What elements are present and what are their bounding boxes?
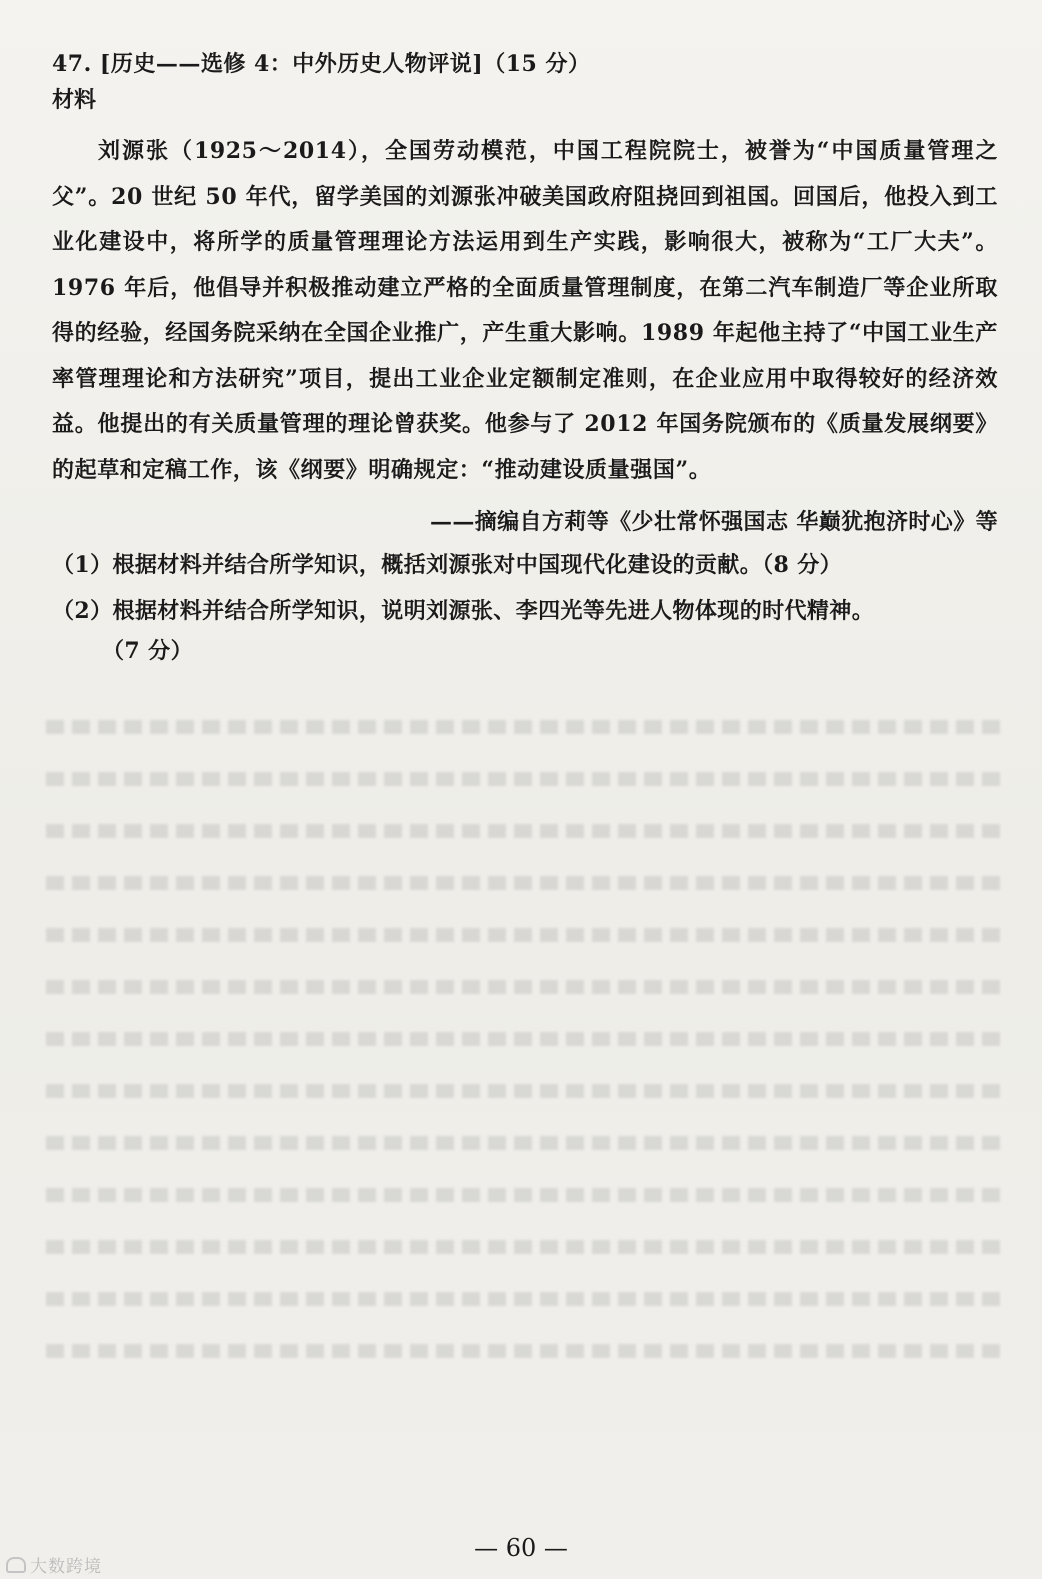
question-title: 47. [历史——选修 4：中外历史人物评说]（15 分） bbox=[52, 51, 591, 77]
page-number: — 60 — bbox=[474, 1534, 568, 1562]
sub-question-2 bbox=[52, 591, 998, 671]
sub-question-2-score: （7 分） bbox=[102, 638, 193, 664]
material-source: ——摘编自方莉等《少壮常怀强国志 华巅犹抱济时心》等 bbox=[429, 509, 998, 535]
material-text: 刘源张（1925～2014），全国劳动模范，中国工程院院士，被誉为“中国质量管理之父”。20 世纪 50 年代，留学美国的刘源张冲破美国政府阻挠回到祖国。回国后，他投入到工业化建设中，将所学的质量管理理论方法运用到生产实践，影响很大，被称为“工厂大夫”。1976 年后，他倡导并积极推动建立严格的全面质量管理制度，在第二汽车制造厂等企业所取得的经验，经国务院采纳在全国企业推广，产生重大影响。1989 年起他主持了“中国工业生产率管理理论和方法研究”项目，提出工业企业定额制定准则，在企业应用中取得较好的经济效益。他提出的有关质量管理的理论曾获奖。他参与了 2012 年国务院颁布的《质量发展纲要》的起草和定稿工作，该《纲要》明确规定：“推动建设质量强国”。 bbox=[52, 138, 998, 483]
sub-question-1-text: （1）根据材料并结合所学知识，概括刘源张对中国现代化建设的贡献。（8 分） bbox=[52, 552, 843, 578]
question-block bbox=[52, 48, 998, 671]
sub-question-2-text: （2）根据材料并结合所学知识，说明刘源张、李四光等先进人物体现的时代精神。 bbox=[52, 598, 875, 624]
watermark bbox=[6, 1552, 102, 1577]
material-label: 材料 bbox=[52, 87, 97, 113]
sub-question-1 bbox=[52, 545, 998, 585]
watermark-text: 大数跨境 bbox=[30, 1557, 102, 1577]
reverse-side-bleed-through bbox=[40, 720, 1000, 1420]
watermark-logo-icon bbox=[6, 1557, 26, 1573]
